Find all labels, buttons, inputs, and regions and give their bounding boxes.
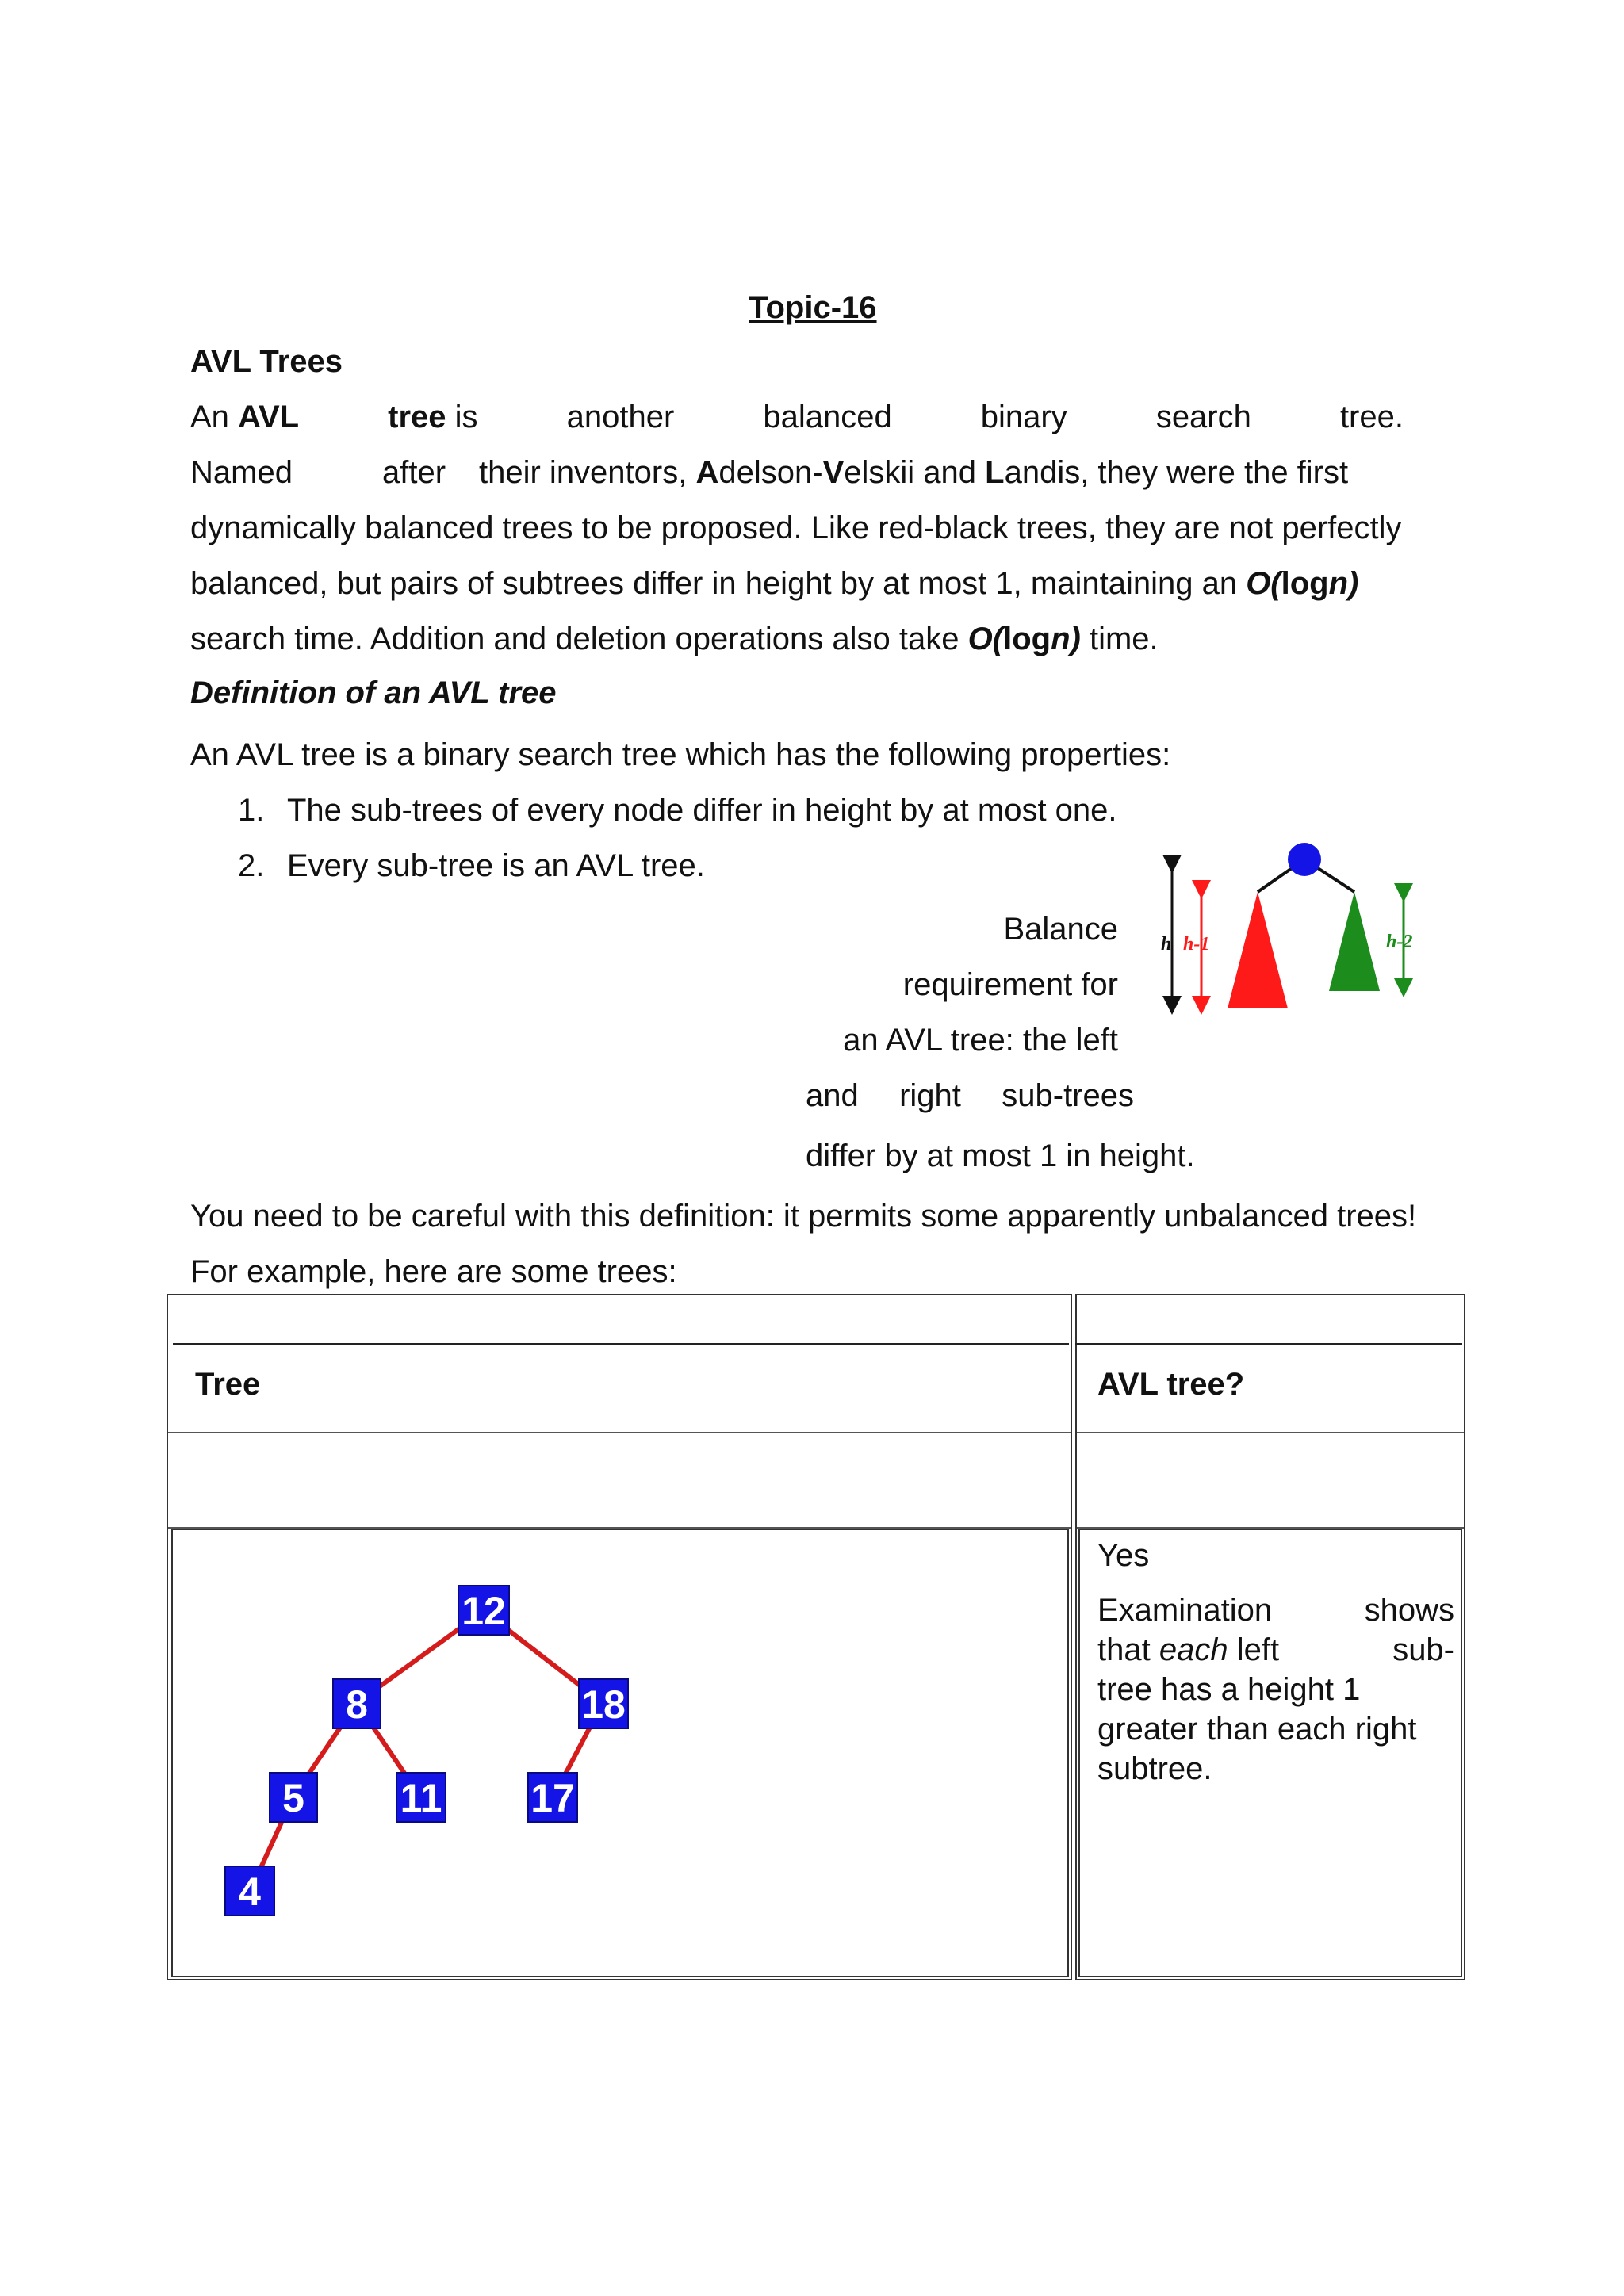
tree-node-label: 17 — [530, 1776, 575, 1820]
explanation-line: tree has a height 1 — [1097, 1672, 1361, 1707]
table-divider — [168, 1432, 1071, 1433]
tree-node-label: 4 — [239, 1869, 261, 1914]
intro-word: An AVL — [190, 400, 300, 434]
intro-after: after — [382, 455, 446, 490]
table-divider — [1077, 1432, 1464, 1433]
table-header-avl: AVL tree? — [1097, 1367, 1245, 1402]
explanation-line: Examination shows — [1097, 1593, 1454, 1628]
big-o-notation: O(logn) — [967, 622, 1081, 656]
definition-heading: Definition of an AVL tree — [190, 675, 557, 710]
example-intro: For example, here are some trees: — [190, 1254, 677, 1289]
root-node — [1288, 843, 1321, 876]
tree-node-label: 18 — [581, 1682, 626, 1727]
figure-caption-line: Balance — [1003, 912, 1118, 947]
property-text: The sub-trees of every node differ in height by at most one. — [287, 793, 1117, 828]
table-divider — [1075, 1343, 1462, 1345]
warning-text: You need to be careful with this definition: it permits some apparently unbalanced trees! — [190, 1199, 1417, 1234]
figure-caption-line: requirement for — [902, 967, 1118, 1002]
big-o-notation: O(logn) — [1246, 566, 1359, 601]
left-subtree-triangle — [1228, 892, 1288, 1008]
avl-answer: Yes — [1097, 1538, 1150, 1573]
example-tree-diagram — [206, 1570, 650, 1934]
explanation-line: subtree. — [1097, 1751, 1212, 1786]
tree-node-label: 8 — [346, 1682, 368, 1727]
intro-line-3: dynamically balanced trees to be proposed. Like red-black trees, they are not perfectly — [190, 511, 1402, 545]
table-header-tree: Tree — [195, 1367, 261, 1402]
intro-line-5: search time. Addition and deletion operations also take O(logn) time. — [190, 622, 1159, 656]
intro-word: search — [1155, 400, 1251, 434]
height-h2-label: h-2 — [1386, 932, 1413, 952]
page-title: Topic-16 — [749, 290, 877, 325]
tree-node-label: 11 — [400, 1776, 442, 1820]
property-item — [238, 847, 705, 885]
balance-figure — [1150, 832, 1443, 1023]
explanation-line: that each left sub- — [1097, 1632, 1454, 1667]
explanation-line: greater than each right — [1097, 1712, 1417, 1747]
section-heading: AVL Trees — [190, 344, 343, 379]
property-number: 2. — [238, 848, 265, 883]
height-h-label: h — [1161, 934, 1172, 955]
property-text: Every sub-tree is an AVL tree. — [287, 848, 705, 883]
intro-word: binary — [980, 400, 1067, 434]
figure-caption-line: differ by at most 1 in height. — [806, 1138, 1195, 1173]
figure-caption-line: and right sub-trees — [806, 1078, 1134, 1113]
intro-word: tree is — [388, 400, 478, 434]
right-subtree-triangle — [1329, 892, 1380, 991]
table-divider — [173, 1343, 1069, 1345]
intro-word: balanced — [763, 400, 892, 434]
definition-text: An AVL tree is a binary search tree which has the following properties: — [190, 737, 1171, 772]
tree-node-label: 5 — [282, 1776, 304, 1820]
height-h1-label: h-1 — [1183, 934, 1210, 955]
intro-named: Named — [190, 455, 293, 490]
property-item — [238, 791, 1117, 829]
intro-line-1 — [190, 398, 1404, 436]
intro-line-2 — [190, 453, 1404, 492]
property-number: 1. — [238, 793, 265, 828]
tree-node-label: 12 — [462, 1589, 506, 1633]
intro-word: tree. — [1339, 400, 1404, 434]
intro-line-4: balanced, but pairs of subtrees differ in height by at most 1, maintaining an O(logn) — [190, 566, 1359, 601]
intro-inventors: their inventors, Adelson-Velskii and Landis, they were the first — [479, 455, 1349, 490]
intro-word: another — [566, 400, 675, 434]
figure-caption-line: an AVL tree: the left — [843, 1023, 1118, 1058]
